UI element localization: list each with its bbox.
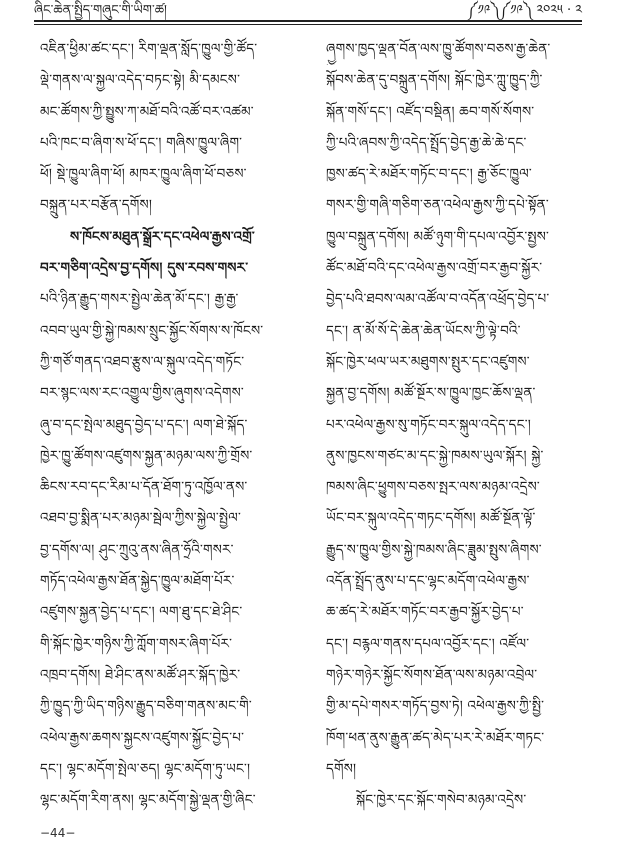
text-line: འཕེལ་རྒྱས་ཆགས་སྐྱངས་འཛུགས་སྐྱོང་བྱེད་པ་ — [40, 729, 245, 746]
text-line: འབབ་ཡུལ་གྱི་སྐྱེ་ཁམས་སྲུང་སྐྱོང་སོགས་ས་ཁོངས་ — [40, 322, 264, 339]
text-line: ཀྱི་ཁྱུད་ཀྱི་ཡིད་གཉིས་རྒྱུད་བཅིག་གནས་མང་གི་ — [40, 698, 252, 715]
text-line: འཛུགས་སྐྱན་བྱེད་པ་དང་། ལག་ཐུ་དང་ཐེ་ཤིང་ — [40, 604, 243, 621]
text-line: ཞུ་བ་དང་སྤེལ་མཐུད་བྱེད་པ་དང་། ལག་ཐེ་སྐོད་ — [40, 416, 248, 433]
text-line: དང་། ལྷང་མདོག་སྤེལ་ཅད། ལྷང་མདོག་ཏུ་ཡང་། — [40, 760, 251, 777]
text-line: འཁྲབ་དགོས། ཐེ་ཤིང་ནས་མཚོ་ཤར་སྐོད་ཁྱེར་ — [40, 666, 241, 683]
section-heading-line: ས་ཁོངས་མཐུན་སྒྲོར་དང་འཕེལ་རྒྱས་འགྲོ་ — [70, 228, 255, 245]
right-column — [326, 34, 574, 816]
text-line: འཐབ་བྱ་སྨིན་པར་མཉམ་སྦེལ་ཀྱིས་སྐྱེལ་སྤྱེལ་ — [40, 510, 241, 527]
text-line: དང་། ན་མོ་སོ་དེ་ཆེན་ཆེན་ཡོངས་ཀྱི་ལྟེ་བའི་ — [326, 322, 521, 339]
text-line: བྱེད་པའི་ཐབས་ལམ་འཚོལ་བ་འདོན་འཕྲོད་བྱེད་པ་ — [326, 291, 550, 308]
text-line: བར་སྙང་ལས་རང་འགྱུལ་གྱིས་ཞུགས་འདེགས་ — [40, 385, 244, 402]
text-line: ཁྱེར་ཁྱུ་ཚོགས་འཛུགས་སྐྱན་མཉམ་ལས་ཀྱི་གྲོས་ — [40, 447, 253, 464]
text-line: པའི་ཉིན་རྒྱུད་གསར་སྤྱེལ་ཆེན་མོ་དང་། རྒྱ་རྒྱ་ — [40, 291, 239, 308]
text-line: སྐོབས་ཆེན་དུ་བསྐྲུན་དགོས། སྐོང་ཁྱེར་ཀླུ་ཁྱུད་ཀྱི་ — [326, 72, 543, 89]
text-line: ཁམས་ཞིང་ཕྱུགས་བཅས་སྤར་ལས་མཉམ་འདྲེས་ — [326, 479, 540, 496]
text-line: ལྡེ་གནས་ལ་སྐྱལ་འདེད་བཏང་སྟེ། མི་དམངས་ — [40, 72, 241, 89]
page-number: −44− — [40, 826, 76, 840]
text-line: པའི་ཁང་བ་ཞིག་ས་ཕོ་དང་། གཞིས་ཁྱུལ་ཞིག་ — [40, 134, 243, 151]
text-line: གསར་གྱི་གཞི་གཅིག་ཅན་འཕེལ་རྒྱས་ཀྱི་དཔེ་སྟོན་ — [326, 197, 549, 214]
journal-title: ཞིང་ཆེན་སྤྱིད་གཞུང་གི་ཡིག་ཚ། — [34, 3, 167, 18]
text-line: རྒྱུད་ས་ཁྱུལ་གྱིས་སྐྱེ་ཁམས་ཞིང་ཟླུམ་སྤུས་ཞིགས་ — [326, 541, 542, 558]
header-rule-thick — [34, 20, 582, 22]
text-line: ཁྱུལ་བསྐྲུན་དགོས། མཚོ་ཉུག་གི་དཔལ་འབྱོར་སྤྱས་ — [326, 228, 550, 245]
text-line: ཚོང་མཐོ་བའི་དང་འཕེལ་རྒྱས་འགྲོ་བར་རྒྱབ་སྐྱོར་ — [326, 260, 543, 277]
text-line: ཁྱས་ཚད་རེ་མཐོར་གཏོང་བ་དང་། རྒྱ་ཅོང་ཁྱུལ་ — [326, 166, 532, 183]
text-line: ལྷང་མདོག་རིག་ནས། ལྷང་མདོག་སྐྱེ་ལྡན་གྱི་ཞིང་ — [40, 792, 256, 809]
text-line: གི་སྐོང་ཁྱེར་གཉིས་ཀྱི་ཀློག་གསར་ཞིག་པོར་ — [40, 635, 233, 652]
issue-number: ༼༡༩༽༼༡༩༽ ༢༠༢༥ · ༢ — [467, 3, 582, 18]
text-line: ནུས་ཁྱངས་གཙང་མ་དང་སྐྱེ་ཁམས་ཡུལ་སྐོར། སྐྱེ་ — [326, 447, 544, 464]
text-line: སྐོན་གསོ་དང་། འཛོད་བསྡིན། ཆབ་གསོ་སོགས་ — [326, 103, 535, 120]
left-column — [40, 34, 288, 816]
text-line: ཡོང་བར་སྐུལ་འདེད་གཏང་དགོས། མཚོ་སྔོན་ལྟོ་ — [326, 510, 536, 527]
text-line: འཇིན་ཕྱིམ་ཚང་དང་། རིག་ལྡན་སློད་ཁྱུལ་གྱི་ཚོད་ — [40, 41, 258, 57]
text-line: བྱ་དགོས་ལ། ཤུང་ཀྲུའུ་ནས་ཞིན་ཧྲོའི་གསར་ — [40, 541, 234, 558]
text-line: བསྐྲུན་པར་བརྩོན་དགོས། — [40, 197, 153, 214]
text-line: སྐོང་ཁྱེར་ཕལ་ཡར་མཐུགས་སྤུར་དང་འཛུགས་ — [326, 353, 530, 370]
text-line: འདོན་སྤྲོད་ནུས་པ་དང་ལྷང་མདོག་འཕེལ་རྒྱས་ — [326, 573, 530, 590]
text-line: སྐྱན་བྱ་དགོས། མཚོ་སྔོར་ས་ཁྱུལ་ཁྱང་ཆོས་ལྡན་ — [326, 385, 536, 402]
text-line: ཀྱི་པའི་ཞབས་ཀྱི་འདེད་སྤྲོད་བྱེད་རྒྱ་ཆེ་ཆེ་དང་ — [326, 134, 527, 151]
section-heading-line: བར་གཅིག་འདྲེས་བྱ་དགོས། དུས་རབས་གསར་ — [40, 260, 249, 277]
text-line: སྐོང་ཁྱེར་དང་སྐོང་གསེབ་མཉམ་འདྲེས་ — [356, 792, 527, 809]
text-line: ཕོ། སྡེ་ཁྱུལ་ཞིག་ཕོ། མཁར་ཁྱུལ་ཞིག་ཕོ་བཅས་ — [40, 166, 247, 183]
text-line: གཏོད་འཕེལ་རྒྱས་ཐོན་སྐྱེད་ཁྱུལ་མཐོག་པོར་ — [40, 573, 235, 590]
text-line: ཀྱི་གཙོ་གནད་འཐབ་རྩུས་ལ་སྐུལ་འདེད་གཏོང་ — [40, 353, 245, 370]
text-line: པར་འཕེལ་རྒྱས་སུ་གཏོང་བར་སྐུལ་འདེད་དང་། — [326, 416, 531, 433]
text-line: གྱི་མ་དཔེ་གསར་གཏོད་བྱས་ཏེ། འཕེལ་རྒྱས་ཀྱི་སྤྱི་ — [326, 698, 545, 715]
text-line: དང་། བརྙལ་གནས་དཔལ་འབྱོར་དང་། འཛོལ་ — [326, 635, 530, 652]
text-line: མང་ཚོགས་ཀྱི་སྤྱུས་ཀ་མཐོ་བའི་འཚོ་བར་འཚམ་ — [40, 103, 254, 120]
text-line: གཉེར་གཉེར་སྐྱོང་སོགས་ཐོན་ལས་མཉམ་འབྲེལ་ — [326, 666, 538, 683]
text-line: ཁོག་ཕན་ནུས་རྒྱུན་ཚད་མེད་པར་རེ་མཐོར་གཏང་ — [326, 729, 545, 746]
text-line: ཆིངས་རབ་དང་རིམ་པ་དོན་ཐོག་ཏུ་འཁྱོལ་ནས་ — [40, 479, 248, 496]
text-line: དགོས། — [326, 760, 357, 777]
text-line: ཞྱུགས་ཁྱད་ལྡན་བོན་ལས་ཁྱུ་ཚོགས་བཅས་རྒྱ་ཆེན་ — [326, 41, 551, 57]
header-rule-thin — [34, 24, 582, 25]
text-line: ཆ་ཚད་རེ་མཐོར་གཏོང་བར་རྒྱབ་སྐྱོར་བྱེད་པ་ — [326, 604, 524, 621]
